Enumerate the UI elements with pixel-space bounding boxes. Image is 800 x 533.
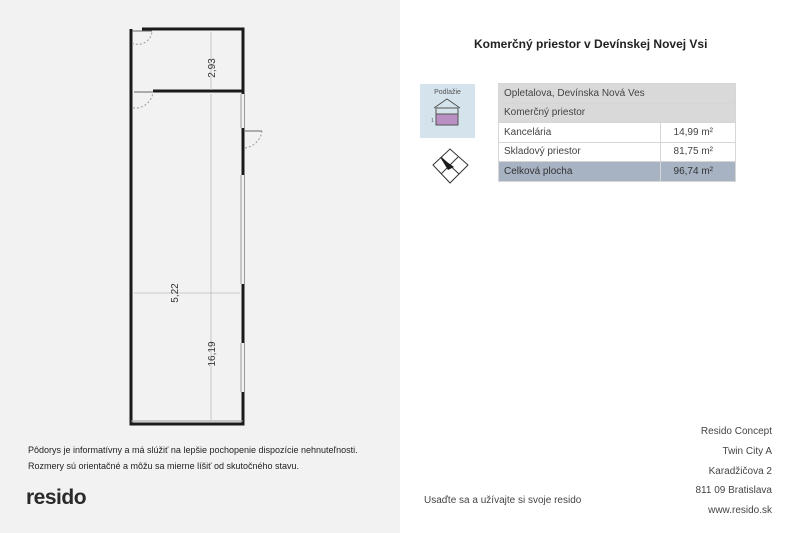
table-row-type xyxy=(499,103,736,123)
company-building: Twin City A xyxy=(722,445,772,457)
slogan: Usaďte sa a užívajte si svoje resido xyxy=(424,495,582,506)
room-area: 81,75 m² xyxy=(661,142,736,162)
window-segments xyxy=(131,94,245,421)
outer-walls xyxy=(131,29,243,424)
total-label: Celková plocha xyxy=(499,162,661,182)
address-cell: Opletalova, Devínska Nová Ves xyxy=(499,84,736,104)
building-floor-icon xyxy=(420,84,475,138)
room-area: 14,99 m² xyxy=(661,123,736,143)
disclaimer-line-1: Pôdorys je informatívny a má slúžiť na lepšie pochopenie dispozície nehnuteľnosti. xyxy=(28,445,358,455)
floor-label: Podlažie xyxy=(434,89,461,96)
table-row xyxy=(499,123,736,143)
floor-plan xyxy=(0,0,400,440)
page-title: Komerčný priestor v Devínskej Novej Vsi xyxy=(474,37,708,51)
company-name: Resido Concept xyxy=(700,426,772,437)
floor-number: 1 xyxy=(431,118,434,124)
company-address xyxy=(695,422,772,521)
dimension-label-top: 2,93 xyxy=(207,58,218,78)
property-info-table xyxy=(498,83,736,182)
disclaimer xyxy=(28,442,358,474)
dimension-label-length: 16,19 xyxy=(207,341,218,367)
table-row-address xyxy=(499,84,736,104)
table-row xyxy=(499,142,736,162)
disclaimer-line-2: Rozmery sú orientačné a môžu sa mierne líšiť od skutočného stavu. xyxy=(28,461,300,471)
room-label: Kancelária xyxy=(499,123,661,143)
company-city: 811 09 Bratislava xyxy=(695,485,772,497)
total-area: 96,74 m² xyxy=(661,162,736,182)
room-label: Skladový priestor xyxy=(499,142,661,162)
brand-logo: resido xyxy=(26,486,87,509)
compass-north-icon xyxy=(428,145,474,187)
company-website-link[interactable]: www.resido.sk xyxy=(708,505,772,517)
dimension-label-width: 5,22 xyxy=(170,283,181,303)
table-row-total xyxy=(499,162,736,182)
company-street: Karadžičova 2 xyxy=(708,465,772,477)
type-cell: Komerčný priestor xyxy=(499,103,736,123)
floor-card xyxy=(420,84,475,138)
